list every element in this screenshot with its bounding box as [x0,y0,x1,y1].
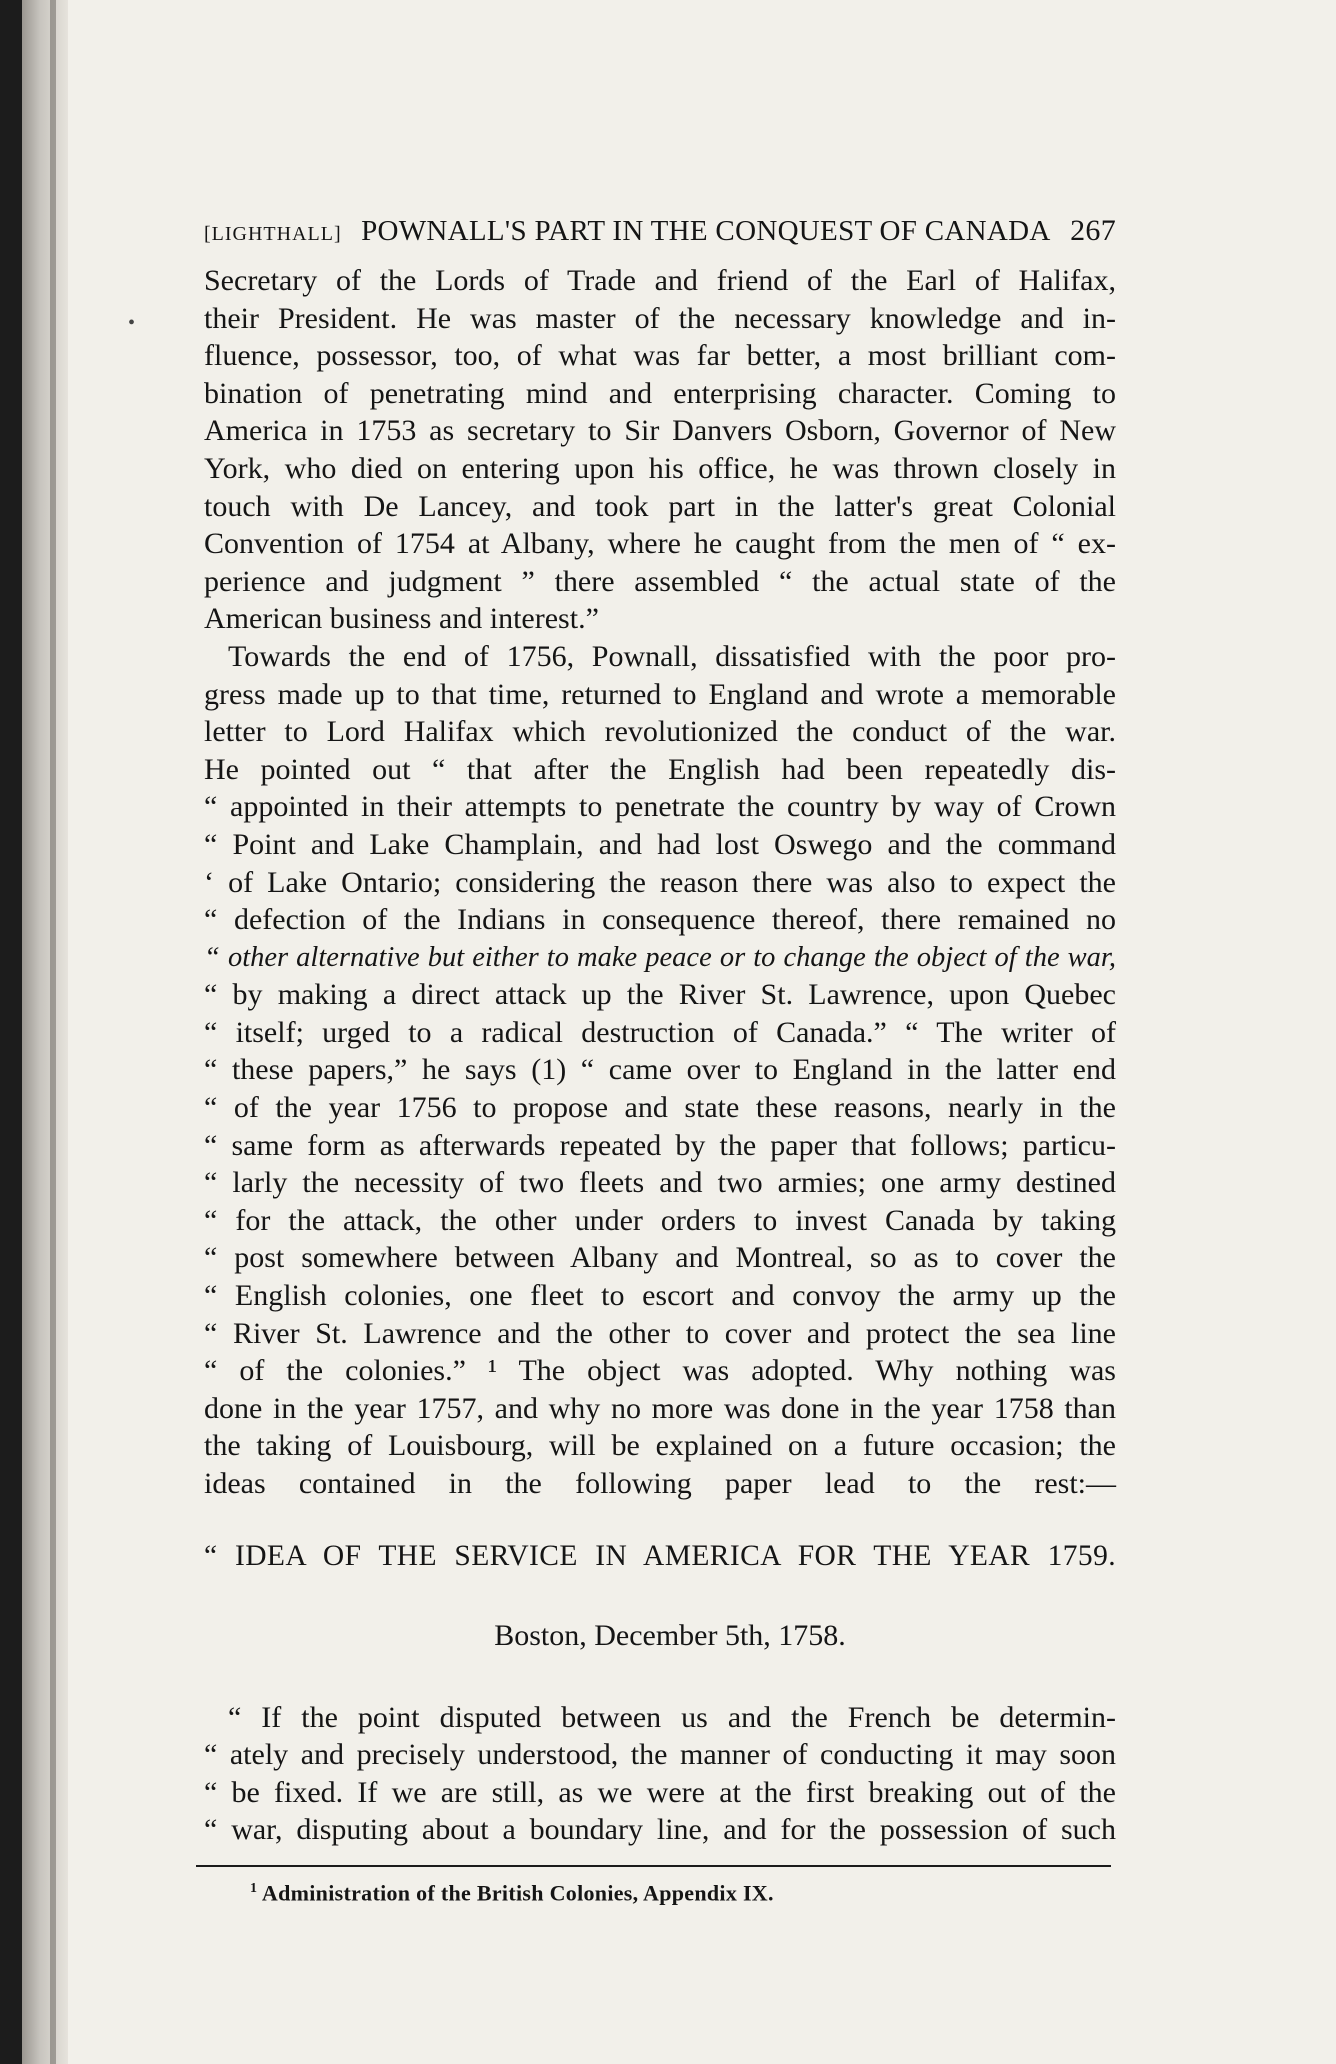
gutter-line [50,0,56,2064]
text-line: “ for the attack, the other under orders to invest Canada by taking [204,1203,1116,1237]
text-line: Towards the end of 1756, Pownall, dissatisfied with the poor pro- [228,639,1116,673]
text-line: “ English colonies, one fleet to escort and convoy the army up the [204,1279,1116,1313]
dateline: Boston, December 5th, 1758. [494,1618,846,1652]
text-line: “ these papers,” he says (1) “ came over to England in the latter end [204,1053,1116,1087]
page-number: 267 [1070,214,1116,247]
text-line: He pointed out “ that after the English had been repeatedly dis- [204,752,1116,786]
paragraph-2 [204,638,1116,1503]
margin-speck: • [128,312,136,334]
running-head [204,213,1116,252]
running-head-title: POWNALL'S PART IN THE CONQUEST OF CANADA [361,215,1051,247]
text-line: ‘ of Lake Ontario; considering the reason there was also to expect the [204,865,1116,899]
footnote [204,1873,1116,1909]
text-line: “ of the colonies.” ¹ The object was adopted. Why nothing was [204,1354,1116,1388]
text-line: “ war, disputing about a boundary line, and for the possession of such [204,1813,1116,1847]
text-line: “ of the year 1756 to propose and state these reasons, nearly in the [204,1091,1116,1125]
text-line: “ by making a direct attack up the River St. Lawrence, upon Quebec [204,978,1116,1012]
paragraph-1 [204,262,1116,638]
text-line: “ River St. Lawrence and the other to cover and protect the sea line [204,1316,1116,1350]
text-line: “ ately and precisely understood, the manner of conducting it may soon [204,1738,1116,1772]
text-line: America in 1753 as secretary to Sir Danvers Osborn, Governor of New [204,414,1116,448]
text-line: “ If the point disputed between us and the French be determin- [228,1700,1116,1734]
text-line: Secretary of the Lords of Trade and friend of the Earl of Halifax, [204,264,1116,297]
text-line: touch with De Lancey, and took part in the latter's great Colonial [204,489,1116,523]
text-line: fluence, possessor, too, of what was far better, a most brilliant com- [204,339,1116,373]
text-block [204,213,1116,1909]
text-line: ideas contained in the following paper lead to the rest:— [204,1467,1116,1500]
footnote-rule [196,1865,1111,1867]
footnote-marker: 1 [250,1880,258,1896]
text-line: “ be fixed. If we are still, as we were at the first breaking out of the [204,1775,1116,1809]
paragraph-3 [204,1699,1116,1849]
text-line: gress made up to that time, returned to England and wrote a memorable [204,677,1116,711]
text-line: “ Point and Lake Champlain, and had lost Oswego and the command [204,827,1116,861]
text-line: “ larly the necessity of two fleets and two armies; one army destined [204,1166,1116,1200]
text-line: “ defection of the Indians in consequence thereof, there remained no [204,903,1116,937]
section-heading: “ IDEA OF THE SERVICE IN AMERICA FOR THE YEAR 1759. [204,1539,1116,1572]
page-gutter-shadow [22,0,68,2064]
text-line: York, who died on entering upon his office, he was thrown closely in [204,451,1116,485]
text-line: done in the year 1757, and why no more was done in the year 1758 than [204,1391,1116,1425]
text-line: “ itself; urged to a radical destruction of Canada.” “ The writer of [204,1015,1116,1049]
text-line: “ post somewhere between Albany and Montreal, so as to cover the [204,1241,1116,1275]
text-line: bination of penetrating mind and enterprising character. Coming to [204,376,1116,410]
text-line: letter to Lord Halifax which revolutionized the conduct of the war. [204,715,1116,749]
footnote-text: Administration of the British Colonies, Appendix IX. [261,1880,774,1906]
text-line: their President. He was master of the necessary knowledge and in- [204,301,1116,335]
text-line: “ appointed in their attempts to penetrate the country by way of Crown [204,790,1116,824]
text-line-italic: “ other alternative but either to make peace or to change the object of the war, [204,941,1116,973]
text-line: “ same form as afterwards repeated by the paper that follows; particu- [204,1128,1116,1162]
text-line: the taking of Louisbourg, will be explained on a future occasion; the [204,1429,1116,1463]
text-line: Convention of 1754 at Albany, where he caught from the men of “ ex- [204,527,1116,561]
text-line: perience and judgment ” there assembled “ the actual state of the [204,564,1116,598]
running-head-author: [LIGHTHALL] [204,223,342,245]
text-line: American business and interest.” [204,602,599,636]
